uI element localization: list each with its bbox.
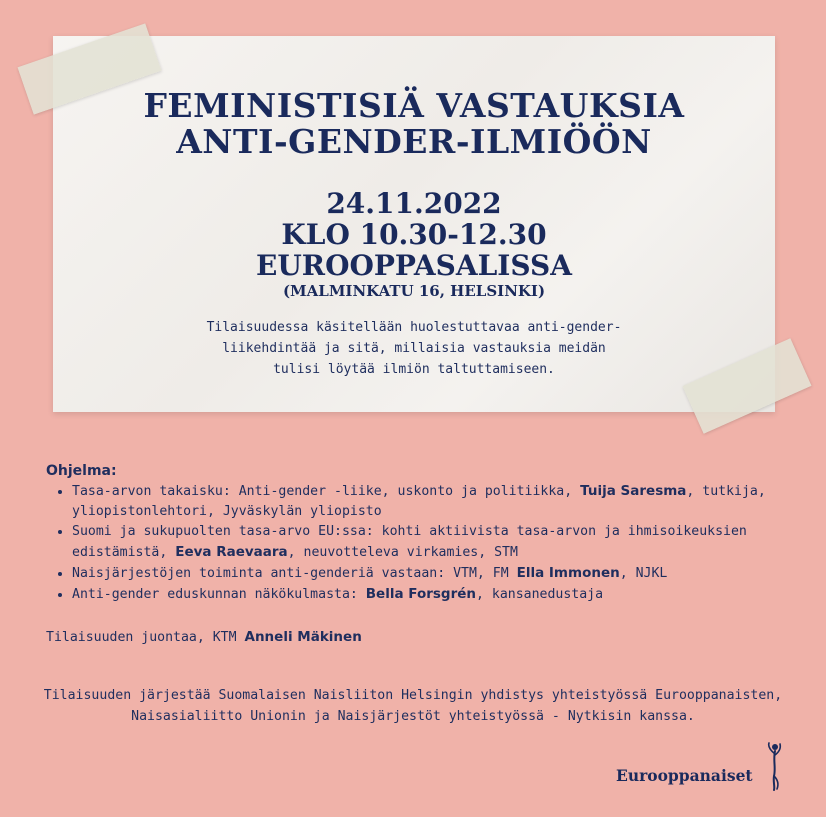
program-item: • Anti-gender eduskunnan näkökulmasta: Bella Forsgrén, kansanedustaja: [72, 584, 791, 605]
event-title: [53, 88, 775, 160]
program-list: [46, 481, 791, 605]
speaker-name: Ella Immonen: [516, 565, 620, 581]
event-details: [53, 188, 775, 301]
program-section: [46, 461, 791, 605]
speaker-name: Eeva Raevaara: [175, 544, 288, 560]
program-item: • Naisjärjestöjen toiminta anti-genderiä vastaan: VTM, FM Ella Immonen, NJKL: [72, 563, 791, 584]
host-name: Anneli Mäkinen: [244, 629, 362, 645]
program-item: • Suomi ja sukupuolten tasa-arvo EU:ssa: kohti aktiivista tasa-arvon ja ihmisoikeuksien edistämistä, Eeva Raevaara, neuvotteleva virkamies, STM: [72, 522, 791, 563]
title-line-1: FEMINISTISIÄ VASTAUKSIA: [143, 86, 685, 125]
title-line-2: ANTI-GENDER-ILMIÖÖN: [176, 122, 652, 161]
program-heading: Ohjelma:: [46, 463, 117, 479]
gymnast-figure-icon: [764, 742, 784, 792]
event-address: (MALMINKATU 16, HELSINKI): [282, 282, 546, 300]
host-line: Tilaisuuden juontaa, KTM Anneli Mäkinen: [46, 629, 362, 645]
event-date: 24.11.2022: [326, 187, 502, 220]
event-intro: Tilaisuudessa käsitellään huolestuttavaa anti-gender-liikehdintää ja sitä, millaisia vastauksia meidän tulisi löytää ilmiön taltuttamiseen.: [206, 320, 622, 377]
speaker-name: Tuija Saresma: [580, 483, 687, 499]
event-venue: EUROOPPASALISSA: [256, 249, 572, 282]
speaker-name: Bella Forsgrén: [365, 586, 477, 602]
logo-text: Eurooppanaiset: [616, 766, 753, 785]
program-item: • Tasa-arvon takaisku: Anti-gender -liike, uskonto ja politiikka, Tuija Saresma, tutkija, yliopistonlehtori, Jyväskylän yliopisto: [72, 481, 791, 522]
organizer-text: Tilaisuuden järjestää Suomalaisen Naisliiton Helsingin yhdistys yhteistyössä Eurooppanaisten, Naisasialiitto Unionin ja Naisjärjestöt yhteistyössä - Nytkisin kanssa.: [43, 688, 783, 724]
event-time: KLO 10.30-12.30: [281, 218, 547, 251]
